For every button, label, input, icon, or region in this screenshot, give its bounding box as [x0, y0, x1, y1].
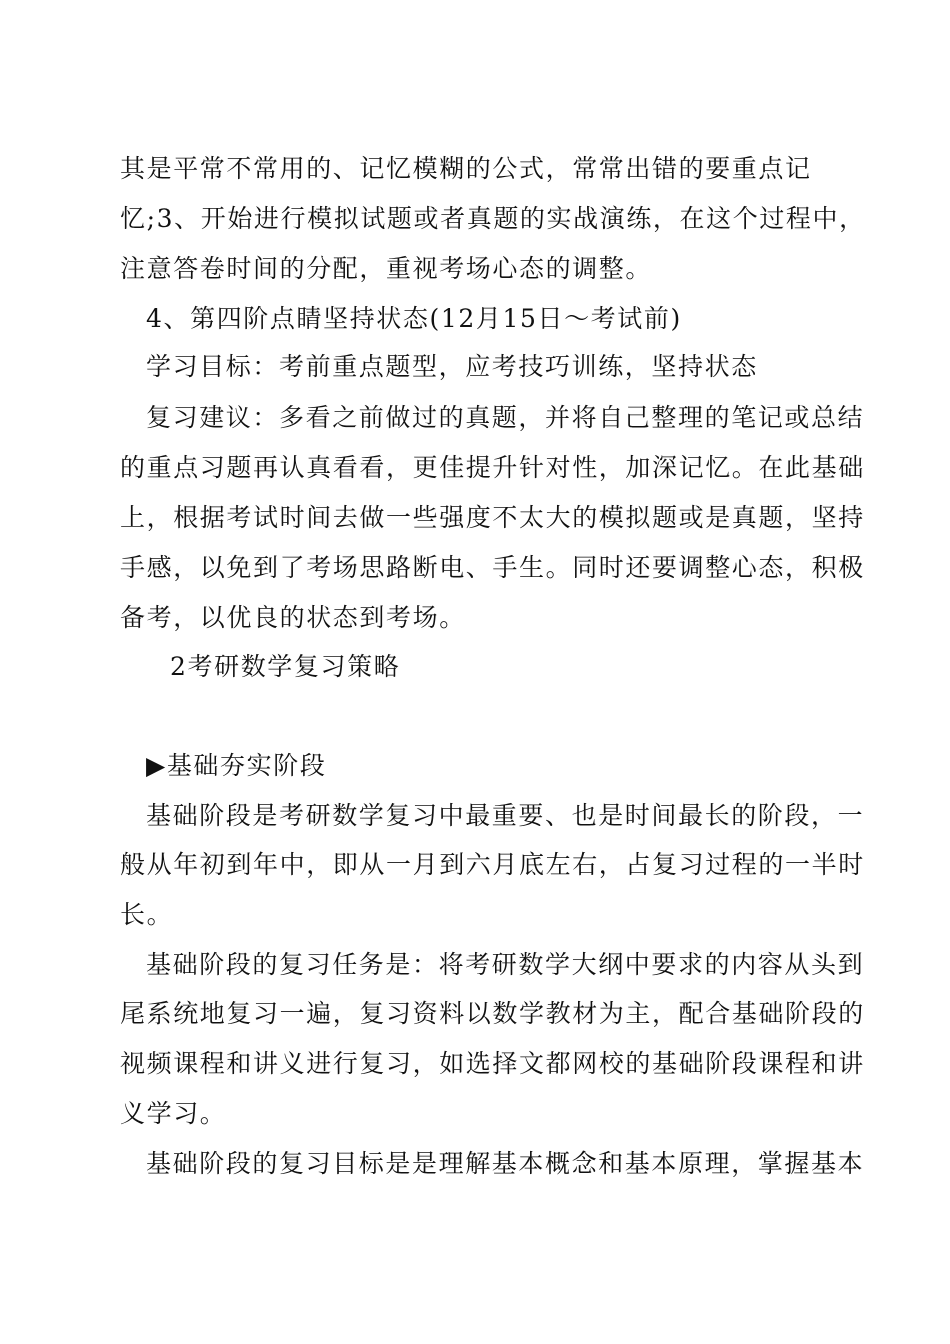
- body-text-line: 长。: [120, 900, 174, 929]
- body-text-line: 手感，以免到了考场思路断电、手生。同时还要调整心态，积极: [120, 553, 865, 582]
- subheading-foundation-stage: ▶基础夯实阶段: [146, 751, 327, 780]
- study-goal-line: 学习目标：考前重点题型，应考技巧训练，坚持状态: [146, 352, 758, 381]
- body-text-line: 基础阶段是考研数学复习中最重要、也是时间最长的阶段，一: [146, 801, 865, 830]
- section-heading-stage-4: 4、第四阶点睛坚持状态(12月15日～考试前): [146, 304, 682, 333]
- body-text-line: 忆;3、开始进行模拟试题或者真题的实战演练，在这个过程中，: [120, 204, 866, 233]
- body-text-line: 的重点习题再认真看看，更佳提升针对性，加深记忆。在此基础: [120, 453, 865, 482]
- review-advice-line: 复习建议：多看之前做过的真题，并将自己整理的笔记或总结: [146, 403, 865, 432]
- body-text-line: 其是平常不常用的、记忆模糊的公式，常常出错的要重点记: [120, 154, 812, 183]
- body-text-line: 注意答卷时间的分配，重视考场心态的调整。: [120, 254, 653, 283]
- body-text-line: 般从年初到年中，即从一月到六月底左右，占复习过程的一半时: [120, 850, 865, 879]
- body-text-line: 上，根据考试时间去做一些强度不太大的模拟题或是真题，坚持: [120, 503, 865, 532]
- body-text-line: 备考，以优良的状态到考场。: [120, 603, 466, 632]
- body-text-line: 基础阶段的复习目标是是理解基本概念和基本原理，掌握基本: [146, 1149, 865, 1178]
- body-text-line: 基础阶段的复习任务是：将考研数学大纲中要求的内容从头到: [146, 950, 865, 979]
- body-text-line: 义学习。: [120, 1099, 227, 1128]
- body-text-line: 尾系统地复习一遍，复习资料以数学教材为主，配合基础阶段的: [120, 999, 865, 1028]
- section-heading-math-strategy: 2考研数学复习策略: [170, 652, 401, 681]
- body-text-line: 视频课程和讲义进行复习，如选择文都网校的基础阶段课程和讲: [120, 1049, 865, 1078]
